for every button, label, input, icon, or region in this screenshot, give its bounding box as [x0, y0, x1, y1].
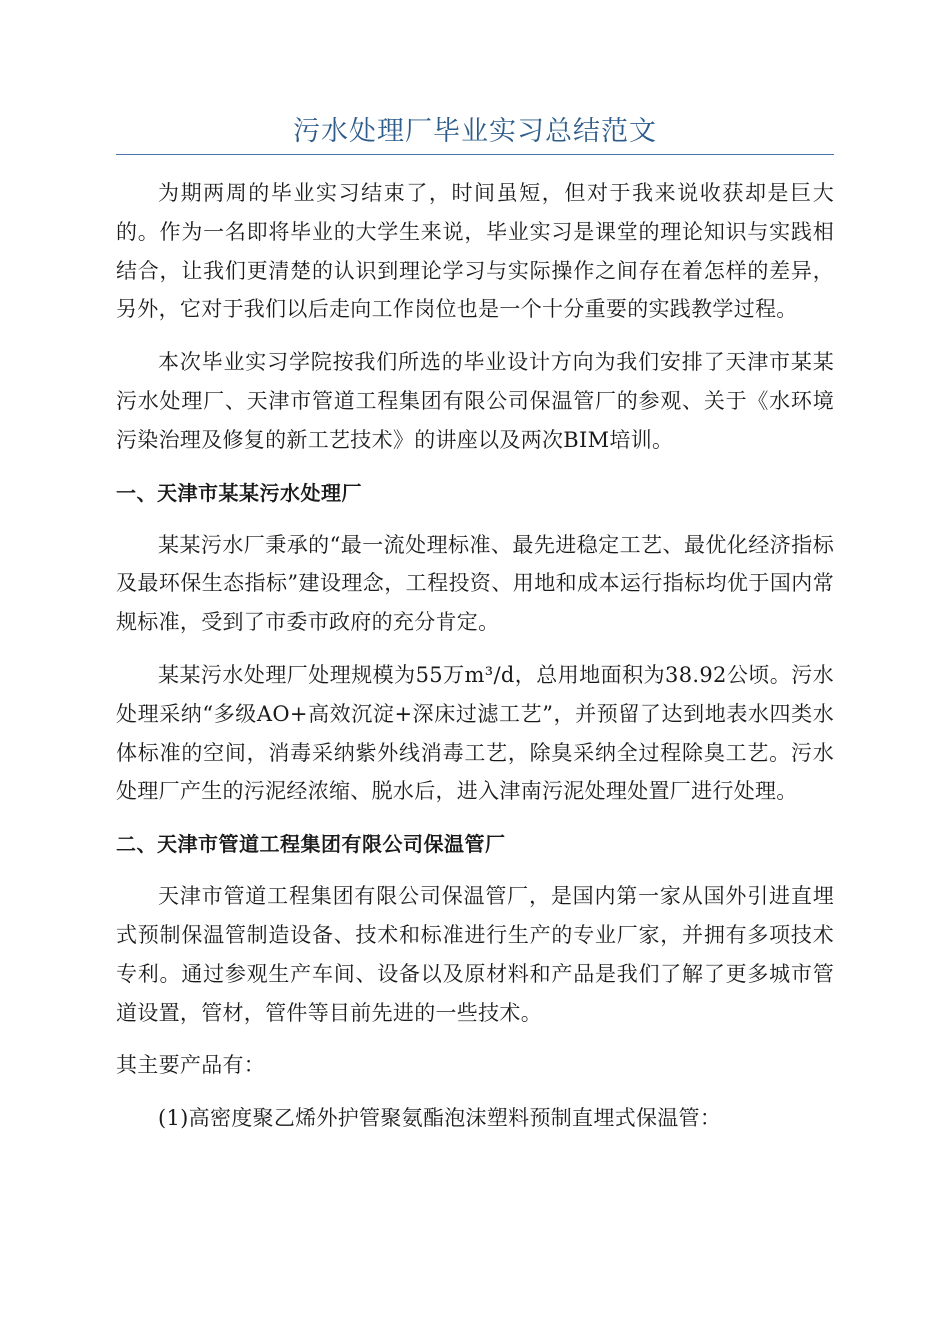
document-body [116, 174, 834, 1152]
paragraph-arrangement: 本次毕业实习学院按我们所选的毕业设计方向为我们安排了天津市某某污水处理厂、天津市管道工程集团有限公司保温管厂的参观、关于《水环境污染治理及修复的新工艺技术》的讲座以及两次BIM培训。 [116, 350, 834, 452]
paragraph-plant-scale: 某某污水处理厂处理规模为55万m³/d，总用地面积为38.92公顷。污水处理采纳“多级AO+高效沉淀+深床过滤工艺”，并预留了达到地表水四类水体标准的空间，消毒采纳紫外线消毒工艺，除臭采纳全过程除臭工艺。污水处理厂产生的污泥经浓缩、脱水后，进入津南污泥处理处置厂进行处理。 [116, 662, 834, 804]
section-heading-pipe-factory: 二、天津市管道工程集团有限公司保温管厂 [116, 832, 506, 857]
paragraph-intro: 为期两周的毕业实习结束了，时间虽短，但对于我来说收获却是巨大的。作为一名即将毕业的大学生来说，毕业实习是课堂的理论知识与实践相结合，让我们更清楚的认识到理论学习与实际操作之间存在着怎样的差异，另外，它对于我们以后走向工作岗位也是一个十分重要的实践教学过程。 [116, 181, 834, 322]
document-title: 污水处理厂毕业实习总结范文 [293, 116, 657, 147]
paragraph-factory-intro: 天津市管道工程集团有限公司保温管厂，是国内第一家从国外引进直埋式预制保温管制造设备、技术和标准进行生产的专业厂家，并拥有多项技术专利。通过参观生产车间、设备以及原材料和产品是我们了解了更多城市管道设置，管材，管件等目前先进的一些技术。 [116, 884, 834, 1025]
paragraph-main-products: 其主要产品有： [116, 1053, 266, 1078]
section-heading-wastewater-plant: 一、天津市某某污水处理厂 [116, 480, 362, 505]
paragraph-plant-philosophy: 某某污水厂秉承的“最一流处理标准、最先进稳定工艺、最优化经济指标及最环保生态指标”建设理念，工程投资、用地和成本运行指标均优于国内常规标准，受到了市委市政府的充分肯定。 [116, 532, 834, 635]
list-item-product-1: (1)高密度聚乙烯外护管聚氨酯泡沫塑料预制直埋式保温管： [158, 1106, 722, 1131]
title-underline [116, 154, 834, 155]
